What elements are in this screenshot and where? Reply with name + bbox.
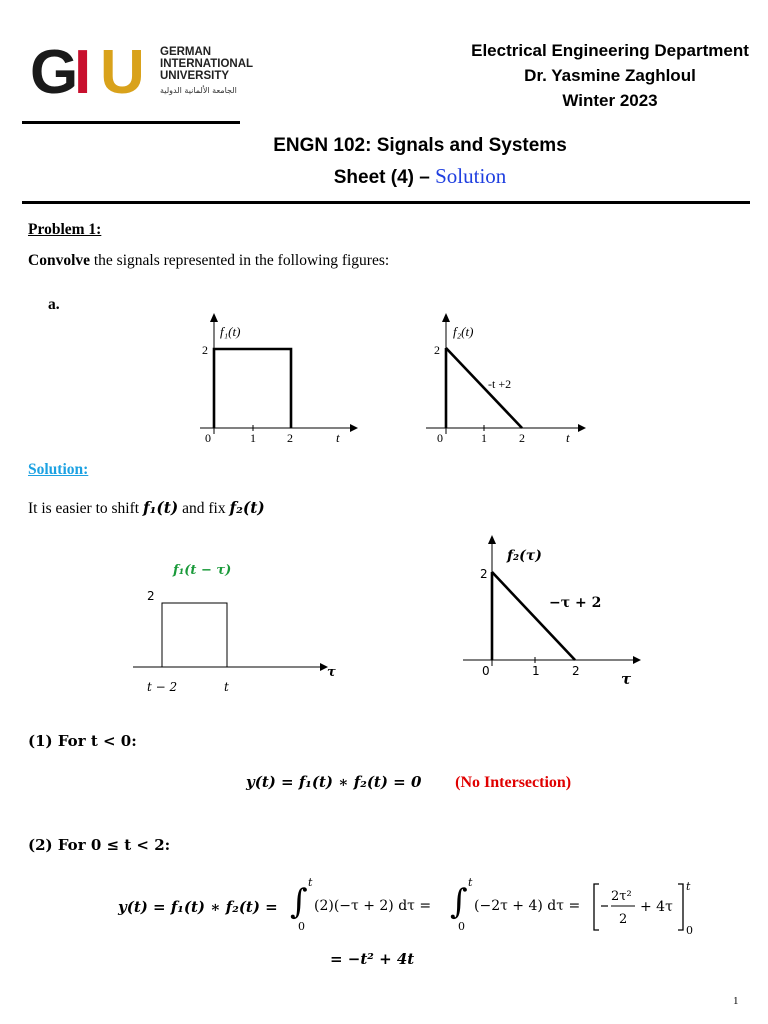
f1-label: f₁(t) (220, 324, 241, 339)
shift-f2: f₂(t) (229, 498, 265, 517)
case1-equation: y(t) = f₁(t) ∗ f₂(t) = 0 (246, 773, 422, 791)
figure-fixed-f2 (455, 532, 655, 692)
case2-bracket-expression (590, 878, 710, 938)
f2-x-tick-1: 1 (481, 431, 487, 445)
logo-letter-i: I (74, 38, 90, 107)
solution-shift-text (28, 498, 265, 518)
integral-2-upper: t (468, 876, 473, 889)
fixed-line-label: −τ + 2 (549, 595, 602, 611)
frac-denominator: 2 (619, 912, 628, 927)
frac-numerator: 2τ² (611, 889, 632, 904)
fixed-y-tick: 2 (480, 567, 488, 581)
bracket-left (594, 884, 599, 930)
f1-y-arrow (210, 313, 218, 322)
figure-f2-ramp (420, 312, 590, 452)
problem-heading: Problem 1: (28, 221, 102, 238)
shift-text-pre: It is easier to shift (28, 500, 143, 517)
fixed-ramp-line (492, 572, 575, 660)
case2-integrand-2: (−2τ + 4) dτ = (474, 898, 581, 914)
logo-letter-g: G (30, 38, 77, 107)
giu-logo (30, 40, 270, 110)
course-title: ENGN 102: Signals and Systems (273, 135, 567, 156)
bracket-right (678, 884, 683, 930)
fixed-y-arrow (488, 535, 496, 544)
bracket-lower-limit: 0 (686, 924, 693, 937)
f2-x-tick-2: 2 (519, 431, 525, 445)
fixed-x-axis-label: τ (621, 670, 632, 688)
fixed-label: f₂(τ) (507, 548, 542, 564)
case2-lhs: y(t) = f₁(t) ∗ f₂(t) = (118, 898, 278, 916)
fixed-x-arrow (633, 656, 641, 664)
shifted-x-right: t (224, 680, 229, 694)
f1-x-tick-2: 2 (287, 431, 293, 445)
header-department-block (455, 38, 765, 113)
f1-x-tick-0: 0 (205, 431, 211, 445)
shift-text-mid: and fix (178, 500, 230, 517)
shifted-pulse (162, 603, 227, 667)
bracket-upper-limit: t (686, 880, 691, 893)
case1-note: (No Intersection) (455, 774, 572, 791)
case1-label: (1) For t < 0: (28, 732, 137, 750)
shift-f1: f₁(t) (142, 498, 179, 517)
integral-sign-2: ∫ (450, 882, 468, 922)
shifted-x-axis-label: τ (327, 665, 336, 680)
intro-bold-word: Convolve (28, 252, 90, 269)
intro-rest: the signals represented in the following figures: (90, 252, 390, 269)
sheet-label: Sheet (4) – (333, 167, 430, 188)
f1-x-axis-label: t (336, 430, 340, 445)
problem-intro (28, 252, 389, 270)
instructor-name: Dr. Yasmine Zaghloul (524, 66, 696, 85)
integral-1-lower: 0 (298, 920, 305, 933)
term: Winter 2023 (562, 91, 658, 110)
case2-integrand-1: (2)(−τ + 2) dτ = (314, 898, 432, 914)
bracket-rest: + 4τ (640, 899, 673, 915)
department-name: Electrical Engineering Department (471, 41, 749, 60)
sheet-title (150, 161, 690, 193)
case2-result: = −t² + 4t (330, 950, 415, 968)
logo-name-line3: UNIVERSITY (160, 70, 230, 82)
sheet-solution-label: Solution (435, 164, 507, 188)
fixed-x-tick-1: 1 (532, 664, 540, 678)
f2-x-tick-0: 0 (437, 431, 443, 445)
fixed-x-tick-0: 0 (482, 664, 490, 678)
fixed-x-tick-2: 2 (572, 664, 580, 678)
f2-y-tick: 2 (434, 343, 440, 357)
case2-equation (118, 878, 718, 938)
shifted-label: f₁(t − τ) (173, 563, 232, 578)
f2-x-axis-label: t (566, 430, 570, 445)
f1-pulse (214, 349, 291, 428)
figure-shifted-f1 (125, 550, 355, 700)
case2-label: (2) For 0 ≤ t < 2: (28, 836, 171, 854)
shifted-y-tick: 2 (147, 589, 155, 603)
case1-equation-row (246, 773, 571, 792)
f1-y-tick: 2 (202, 343, 208, 357)
logo-name-line2: INTERNATIONAL (160, 58, 254, 70)
header-rule-full (22, 201, 750, 204)
f2-y-arrow (442, 313, 450, 322)
f2-x-arrow (578, 424, 586, 432)
logo-letter-u: U (100, 38, 143, 107)
integral-1-upper: t (308, 876, 313, 889)
page-number: 1 (733, 995, 739, 1007)
f2-label: f₂(t) (453, 324, 474, 339)
solution-heading: Solution: (28, 461, 89, 478)
f1-x-arrow (350, 424, 358, 432)
f1-x-tick-1: 1 (250, 431, 256, 445)
logo-name-line1: GERMAN (160, 46, 212, 58)
header-rule-left (22, 121, 240, 124)
integral-2-lower: 0 (458, 920, 465, 933)
part-label: a. (48, 296, 60, 313)
shifted-x-left: t − 2 (147, 680, 178, 694)
logo-arabic-text: الجامعة الألمانية الدولية (160, 86, 237, 95)
integral-sign-1: ∫ (290, 882, 308, 922)
f2-line-label: -t +2 (488, 377, 512, 391)
figure-f1-rect-pulse (190, 312, 360, 452)
